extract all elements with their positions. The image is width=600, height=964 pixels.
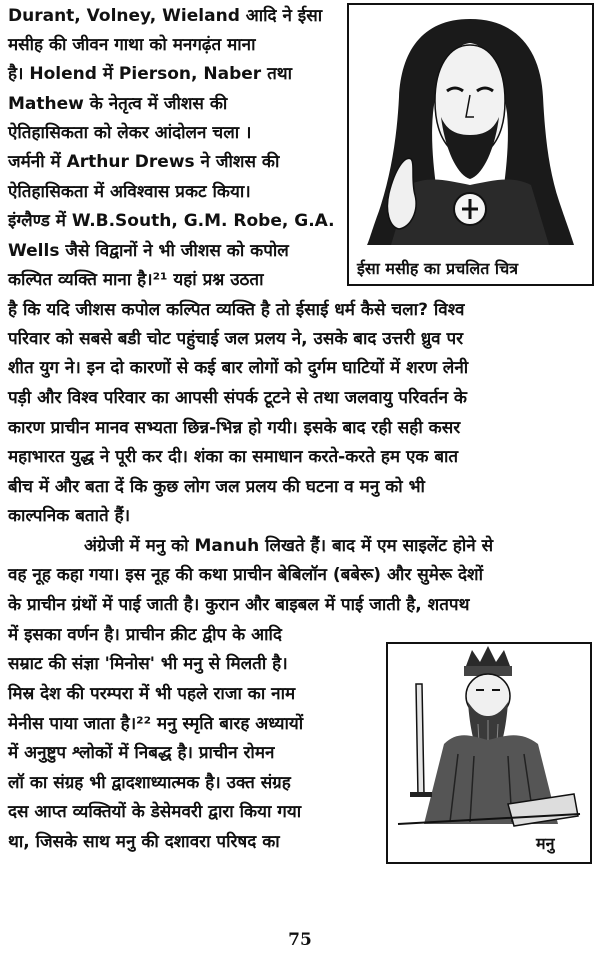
manu-portrait-illustration [388, 644, 590, 834]
text-line: अंग्रेजी में मनु को Manuh लिखते हैं। बाद में एम साइलेंट होने से [84, 536, 494, 556]
text-line: था, जिसके साथ मनु की दशावरा परिषद का [8, 832, 280, 852]
text-line: जर्मनी में Arthur Drews ने जीशस की [8, 152, 280, 172]
text-line: मसीह की जीवन गाथा को मनगढ़ंत माना [8, 35, 256, 55]
jesus-portrait-illustration [349, 5, 592, 245]
text-line: वह नूह कहा गया। इस नूह की कथा प्राचीन बेबिलॉन (बबेरू) और सुमेरू देशों [8, 565, 483, 585]
text-line: कल्पित व्यक्ति माना है।²¹ यहां प्रश्न उठता [8, 270, 264, 290]
text-line: के प्राचीन ग्रंथों में पाई जाती है। कुरान और बाइबल में पाई जाती है, शतपथ [8, 595, 470, 615]
text-line: में इसका वर्णन है। प्राचीन क्रीट द्वीप के आदि [8, 625, 282, 645]
text-line: परिवार को सबसे बडी चोट पहुंचाई जल प्रलय ने, उसके बाद उत्तरी ध्रुव पर [8, 329, 464, 349]
text-line: शीत युग ने। इन दो कारणों से कई बार लोगों को दुर्गम घाटियों में शरण लेनी [8, 358, 469, 378]
text-line: Wells जैसे विद्वानों ने भी जीशस को कपोल [8, 241, 289, 261]
text-line: है कि यदि जीशस कपोल कल्पित व्यक्ति है तो ईसाई धर्म कैसे चला? विश्व [8, 300, 465, 320]
text-line: काल्पनिक बताते हैं। [8, 506, 131, 526]
text-line: मेनीस पाया जाता है।²² मनु स्मृति बारह अध्यायों [8, 714, 304, 734]
text-line: मिस्र देश की परम्परा में भी पहले राजा का नाम [8, 684, 296, 704]
text-line: ऐतिहासिकता को लेकर आंदोलन चला । [8, 123, 252, 143]
text-line: इंग्लैण्ड में W.B.South, G.M. Robe, G.A. [8, 211, 335, 231]
text-line: महाभारत युद्ध ने पूरी कर दी। शंका का समाधान करते-करते हम एक बात [8, 447, 459, 467]
text-line: दस आप्त व्यक्तियों के डेसेमवरी द्वारा किया गया [8, 802, 302, 822]
text-line: बीच में और बता दें कि कुछ लोग जल प्रलय की घटना व मनु को भी [8, 477, 425, 497]
page-number: 75 [288, 930, 312, 950]
figure-manu-caption: मनु [536, 834, 555, 853]
text-line: Durant, Volney, Wieland आदि ने ईसा [8, 6, 323, 26]
figure-jesus-portrait [347, 3, 594, 286]
text-line: Mathew के नेतृत्व में जीशस की [8, 94, 228, 114]
text-line: पड़ी और विश्व परिवार का आपसी संपर्क टूटने से तथा जलवायु परिवर्तन के [8, 388, 467, 408]
figure-jesus-caption: ईसा मसीह का प्रचलित चित्र [357, 259, 519, 278]
text-line: है। Holend में Pierson, Naber तथा [8, 64, 293, 84]
text-line: लॉ का संग्रह भी द्वादशाध्यात्मक है। उक्त संग्रह [8, 773, 291, 793]
text-line: में अनुष्टुप श्लोकों में निबद्ध है। प्राचीन रोमन [8, 743, 275, 763]
text-line: सम्राट की संज्ञा 'मिनोस' भी मनु से मिलती है। [8, 654, 288, 674]
text-line: ऐतिहासिकता में अविश्वास प्रकट किया। [8, 182, 251, 202]
text-line: कारण प्राचीन मानव सभ्यता छिन्न-भिन्न हो गयी। इसके बाद रही सही कसर [8, 418, 461, 438]
figure-manu-portrait [386, 642, 592, 864]
